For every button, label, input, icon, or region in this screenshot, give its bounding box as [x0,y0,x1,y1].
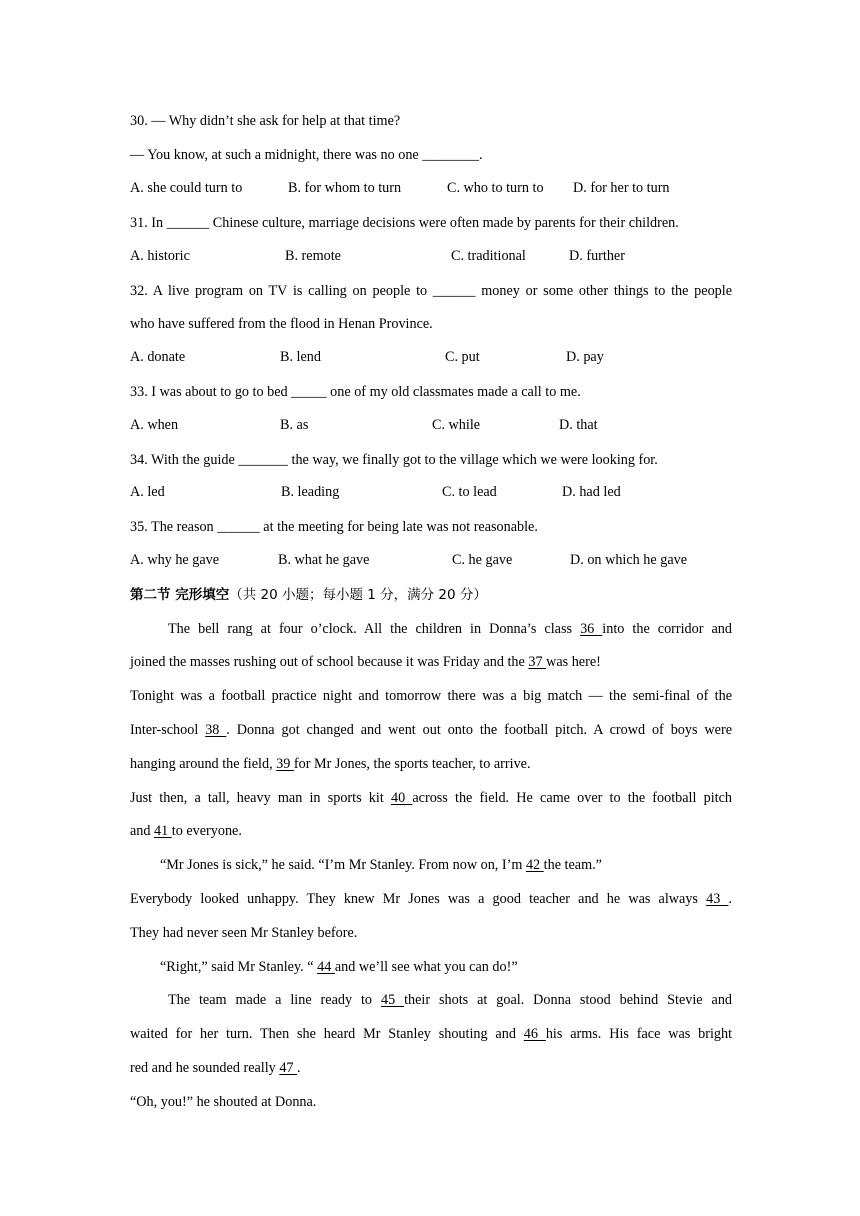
passage-text: into the corridor and [602,621,732,637]
passage-text: . Donna got changed and went out onto the football pitch. A crowd of boys were [226,722,732,738]
passage-text: “Mr Jones is sick,” he said. “I’m Mr Stanley. From now on, I’m [160,857,523,873]
blank-37: 37 [528,654,547,670]
blank-38: 38 [205,722,227,738]
q34-option-b: B. leading [281,484,340,500]
q32-option-d: D. pay [566,349,604,365]
passage-line-14 [130,1059,732,1077]
question-34-stem: 34. With the guide _______ the way, we finally got to the village which we were looking for. [130,452,658,468]
q30-option-d: D. for her to turn [573,180,670,196]
passage-text: and [130,823,151,839]
passage-text: and we’ll see what you can do!” [334,959,518,975]
q35-option-a: A. why he gave [130,552,220,568]
passage-line-8 [160,856,732,874]
blank-47: 47 [279,1060,298,1076]
passage-line-2 [130,653,732,671]
q31-option-b: B. remote [285,248,341,264]
passage-text: his arms. His face was bright [545,1026,733,1042]
blank-39: 39 [276,756,294,772]
passage-line-6 [130,789,732,807]
passage-text: the team.” [543,857,602,873]
q32-option-b: B. lend [280,349,321,365]
blank-44: 44 [317,959,335,975]
passage-line-1 [130,620,732,638]
question-33-stem: 33. I was about to go to bed _____ one of my old classmates made a call to me. [130,384,581,400]
passage-text: “Right,” said Mr Stanley. “ [160,959,314,975]
passage-line-5 [130,755,732,773]
q32-option-c: C. put [445,349,480,365]
passage-text: across the field. He came over to the football pitch [412,790,732,806]
q30-option-b: B. for whom to turn [288,180,402,196]
question-32-stem: 32. A live program on TV is calling on people to ______ money or some other things to the people [130,283,732,299]
passage-text: waited for her turn. Then she heard Mr Stanley shouting and [130,1026,516,1042]
q35-option-d: D. on which he gave [570,552,688,568]
passage-line-10: They had never seen Mr Stanley before. [130,925,358,941]
blank-36: 36 [580,621,603,637]
q31-option-d: D. further [569,248,625,264]
passage-line-4 [130,721,732,739]
passage-text: red and he sounded really [130,1060,276,1076]
q34-option-a: A. led [130,484,165,500]
passage-text: The team made a line ready to [168,992,373,1008]
passage-line-13 [130,1025,732,1043]
passage-text: The bell rang at four o’clock. All the children in Donna’s class [168,621,573,637]
q31-option-c: C. traditional [451,248,526,264]
q33-option-a: A. when [130,417,179,433]
question-31-stem: 31. In ______ Chinese culture, marriage decisions were often made by parents for their children. [130,215,679,231]
section-title: 第二节 完形填空 [130,587,230,603]
passage-text: was here! [546,654,601,670]
q32-option-a: A. donate [130,349,186,365]
q34-option-d: D. had led [562,484,621,500]
q33-option-d: D. that [559,417,598,433]
passage-line-3: Tonight was a football practice night and tomorrow there was a big match — the semi-final of the [130,688,732,704]
q33-option-b: B. as [280,417,309,433]
section-note: （共 20 小题；每小题 1 分，满分 20 分） [229,587,487,603]
passage-line-12 [130,991,732,1009]
blank-42: 42 [525,857,544,873]
blank-41: 41 [154,823,172,839]
question-32-stem-cont: who have suffered from the flood in Henan Province. [130,316,433,332]
question-35-stem: 35. The reason ______ at the meeting for being late was not reasonable. [130,519,538,535]
passage-text: Inter-school [130,722,199,738]
passage-text: Just then, a tall, heavy man in sports kit [130,790,384,806]
passage-line-15: “Oh, you!” he shouted at Donna. [130,1094,317,1110]
passage-text: hanging around the field, [130,756,273,772]
passage-text: joined the masses rushing out of school because it was Friday and the [130,654,525,670]
q30-option-c: C. who to turn to [447,180,544,196]
blank-46: 46 [523,1026,546,1042]
q34-option-c: C. to lead [442,484,497,500]
passage-line-11 [160,958,732,976]
blank-43: 43 [706,891,729,907]
passage-text: for Mr Jones, the sports teacher, to arrive. [293,756,531,772]
q35-option-b: B. what he gave [278,552,370,568]
passage-text: Everybody looked unhappy. They knew Mr Jones was a good teacher and he was always [130,891,698,907]
passage-text: to everyone. [171,823,242,839]
passage-line-7 [130,822,732,840]
q35-option-c: C. he gave [452,552,513,568]
q30-option-a: A. she could turn to [130,180,243,196]
passage-line-9 [130,890,732,908]
passage-text: their shots at goal. Donna stood behind Stevie and [404,992,733,1008]
q33-option-c: C. while [432,417,481,433]
passage-text: . [728,891,732,907]
passage-text: . [297,1060,301,1076]
q31-option-a: A. historic [130,248,190,264]
blank-45: 45 [380,992,405,1008]
section-heading [130,586,732,604]
question-30-stem: 30. — Why didn’t she ask for help at that time? [130,113,401,129]
blank-40: 40 [390,790,413,806]
question-30-response: — You know, at such a midnight, there was no one ________. [130,147,483,163]
